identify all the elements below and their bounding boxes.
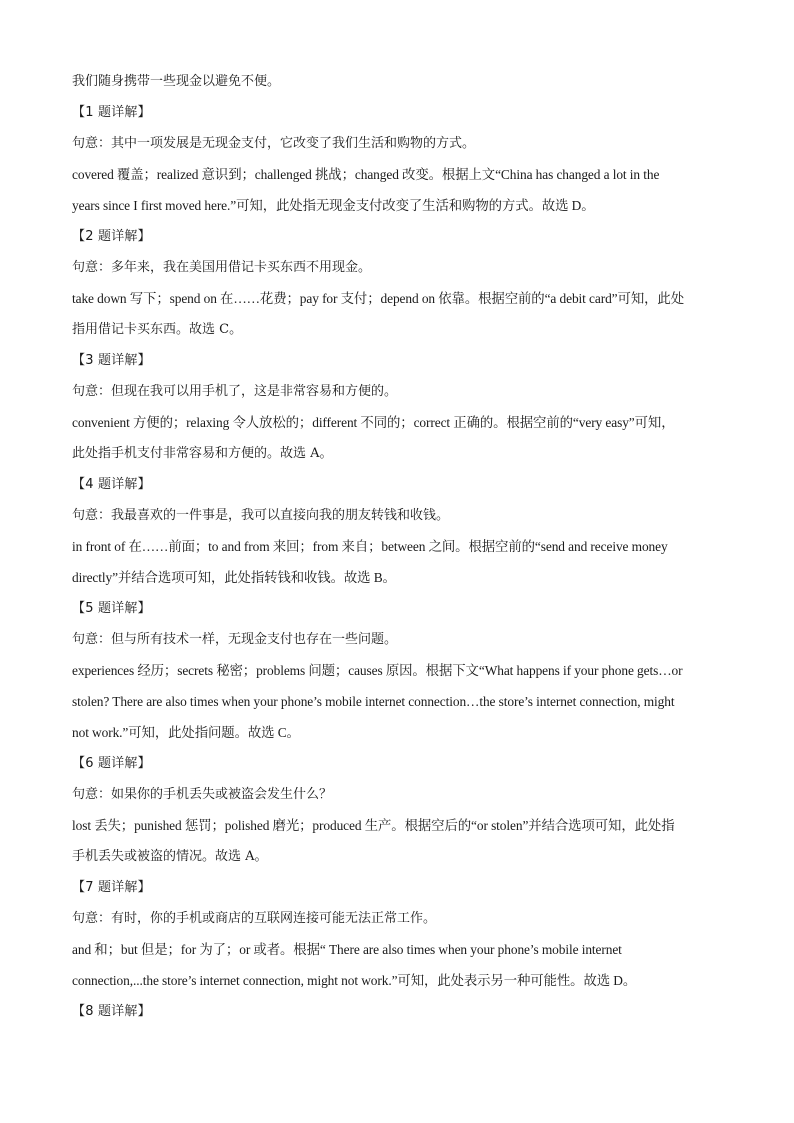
explanation-line-6a: lost 丢失；punished 惩罚；polished 磨光；produced 生产。根据空后的“or stolen”并结合选项可知，此处指 — [72, 818, 675, 833]
explanation-line-3b: 此处指手机支付非常容易和方便的。故选 A。 — [72, 446, 333, 461]
section-heading-5: 【5 题详解】 — [72, 601, 151, 616]
sentence-meaning-5: 句意：但与所有技术一样，无现金支付也存在一些问题。 — [72, 632, 398, 647]
document-page — [72, 66, 732, 1027]
text-line-intro: 我们随身携带一些现金以避免不便。 — [72, 74, 281, 89]
sentence-meaning-3: 句意：但现在我可以用手机了，这是非常容易和方便的。 — [72, 384, 398, 399]
sentence-meaning-6: 句意：如果你的手机丢失或被盗会发生什么？ — [72, 787, 333, 802]
explanation-line-5b: stolen? There are also times when your phone’s mobile internet connection…the store’s internet connection, might — [72, 694, 675, 709]
section-heading-4: 【4 题详解】 — [72, 477, 151, 492]
explanation-line-3a: convenient 方便的；relaxing 令人放松的；different 不同的；correct 正确的。根据空前的“very easy”可知， — [72, 415, 675, 430]
explanation-line-5c: not work.”可知，此处指问题。故选 C。 — [72, 725, 300, 740]
sentence-meaning-1: 句意：其中一项发展是无现金支付，它改变了我们生活和购物的方式。 — [72, 136, 476, 151]
sentence-meaning-7: 句意：有时，你的手机或商店的互联网连接可能无法正常工作。 — [72, 911, 437, 926]
explanation-line-6b: 手机丢失或被盗的情况。故选 A。 — [72, 849, 268, 864]
explanation-line-7b: connection,...the store’s internet connection, might not work.”可知，此处表示另一种可能性。故选 D。 — [72, 973, 637, 988]
explanation-line-1a: covered 覆盖；realized 意识到；challenged 挑战；changed 改变。根据上文“China has changed a lot in the — [72, 167, 660, 182]
explanation-line-7a: and 和；but 但是；for 为了；or 或者。根据“ There are also times when your phone’s mobile internet — [72, 942, 622, 957]
section-heading-2: 【2 题详解】 — [72, 229, 151, 244]
explanation-line-1b: years since I first moved here.”可知，此处指无现金支付改变了生活和购物的方式。故选 D。 — [72, 198, 595, 213]
explanation-line-2a: take down 写下；spend on 在……花费；pay for 支付；depend on 依靠。根据空前的“a debit card”可知，此处 — [72, 291, 684, 306]
section-heading-6: 【6 题详解】 — [72, 756, 151, 771]
section-heading-1: 【1 题详解】 — [72, 105, 151, 120]
section-heading-7: 【7 题详解】 — [72, 880, 151, 895]
sentence-meaning-4: 句意：我最喜欢的一件事是，我可以直接向我的朋友转钱和收钱。 — [72, 508, 450, 523]
explanation-line-4b: directly”并结合选项可知，此处指转钱和收钱。故选 B。 — [72, 570, 396, 585]
explanation-line-5a: experiences 经历；secrets 秘密；problems 问题；causes 原因。根据下文“What happens if your phone gets…or — [72, 663, 683, 678]
explanation-line-4a: in front of 在……前面；to and from 来回；from 来自；between 之间。根据空前的“send and receive money — [72, 539, 668, 554]
section-heading-8: 【8 题详解】 — [72, 1004, 151, 1019]
explanation-line-2b: 指用借记卡买东西。故选 C。 — [72, 322, 243, 337]
section-heading-3: 【3 题详解】 — [72, 353, 151, 368]
sentence-meaning-2: 句意：多年来，我在美国用借记卡买东西不用现金。 — [72, 260, 372, 275]
